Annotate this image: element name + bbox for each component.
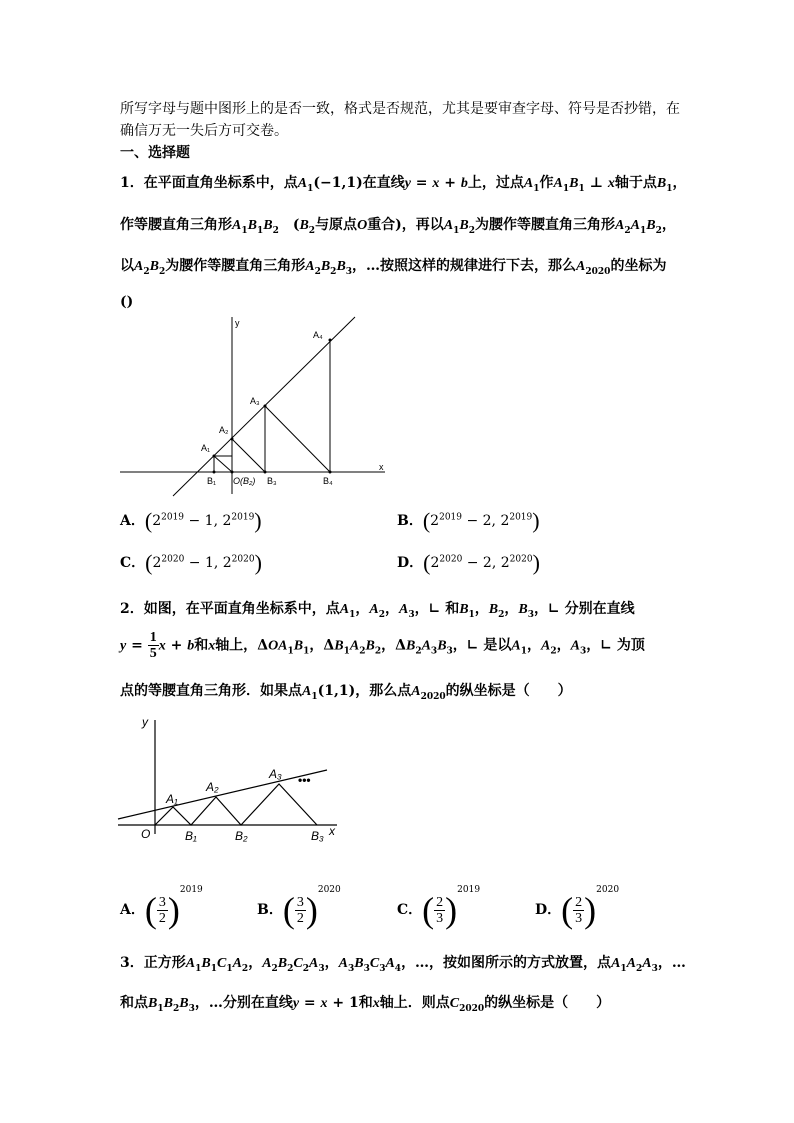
intro-line-1: 所写字母与题中图形上的是否一致，格式是否规范，尤其是要审查字母、符号是否抄错，在 [120, 101, 680, 117]
label-B2: B₂ [235, 829, 248, 843]
q1-option-c[interactable]: C．($2^{2020} - 1$, $2^{2020}$) [120, 550, 262, 575]
label-B1: B₁ [207, 476, 217, 486]
label-B3: B₃ [311, 829, 324, 843]
q2-option-c[interactable]: C．( $\frac{2}{3}$ )$^{2019}$ [397, 885, 481, 930]
section-title: 一、选择题 [120, 145, 190, 161]
q2-option-b[interactable]: B．( $\frac{3}{2}$ )$^{2020}$ [257, 885, 341, 930]
q2-line-3: 点的等腰直角三角形．如果点$A_1(1,1)$，那么点$A_{2020}$的纵坐标是（ ） [120, 683, 572, 702]
label-A4: A₄ [313, 330, 323, 340]
q2-option-a[interactable]: A．( $\frac{3}{2}$ )$^{2019}$ [120, 885, 203, 930]
label-A1: A₁ [166, 792, 178, 806]
label-y: y [142, 715, 148, 729]
label-A1: A₁ [201, 443, 211, 453]
q2-line-1: 2．如图，在平面直角坐标系中，点$A_1$，$A_2$，$A_3$，∟ 和$B_1$，$B_2$，$B_3$，∟ 分别在直线 [120, 601, 635, 620]
label-A2: A₂ [206, 780, 219, 794]
label-B3: B₃ [267, 476, 277, 486]
label-B1: B₁ [185, 829, 197, 843]
label-ellipsis: ••• [298, 773, 311, 787]
q2-option-d[interactable]: D．( $\frac{2}{3}$ )$^{2020}$ [535, 885, 620, 930]
q1-line-2: 作等腰直角三角形$A_1B_1B_2$ ($B_2$与原点O重合)，再以$A_1B_2$为腰作等腰直角三角形$A_2A_1B_2$， [120, 217, 676, 236]
label-x: x [379, 462, 384, 472]
q1-line-1: 1．在平面直角坐标系中，点$A_1(-1,1)$在直线y = x + b上，过点$A_1$作$A_1B_1$ ⊥ x轴于点$B_1$， [120, 175, 687, 194]
q1-line-3: 以$A_2B_2$为腰作等腰直角三角形$A_2B_2B_3$，…按照这样的规律进行下去，那么$A_{2020}$的坐标为 [120, 258, 667, 277]
label-A2: A₂ [219, 425, 229, 435]
label-O: O [141, 827, 151, 841]
label-x: x [329, 824, 335, 838]
label-B4: B₄ [323, 476, 333, 486]
q1-figure [115, 312, 395, 497]
q1-option-b[interactable]: B．($2^{2019} - 2$, $2^{2019}$) [397, 508, 540, 533]
q2-line-2: y = $\frac{1}{5}$ x + b和x轴上，$\Delta OA_1B_1$，$\Delta B_1A_2B_2$，$\Delta B_2A_3B_3$，∟ 是以$A_1$，$A_2$，$A_3$，∟ 为顶 [120, 630, 645, 661]
label-A3: A₃ [269, 767, 282, 781]
label-y: y [235, 318, 240, 328]
label-O-B2: O(B₂) [233, 476, 256, 486]
q1-option-a[interactable]: A．($2^{2019} - 1$, $2^{2019}$) [120, 508, 262, 533]
intro-line-2: 确信万无一失后方可交卷。 [120, 123, 288, 139]
label-A3: A₃ [250, 396, 260, 406]
q2-figure [115, 712, 345, 847]
q1-option-d[interactable]: D．($2^{2020} - 2$, $2^{2020}$) [397, 550, 540, 575]
q3-line-1: 3．正方形$A_1B_1C_1A_2$，$A_2B_2C_2A_3$，$A_3B_3C_3A_4$，…，按如图所示的方式放置，点$A_1A_2A_3$，… [120, 955, 686, 974]
line-y-eq-x-over-5-plus-b [118, 770, 327, 819]
q3-line-2: 和点$B_1B_2B_3$，…分别在直线y = x + 1和x轴上．则点$C_{2020}$的纵坐标是（ ） [120, 995, 611, 1014]
q1-blank: () [120, 294, 134, 310]
